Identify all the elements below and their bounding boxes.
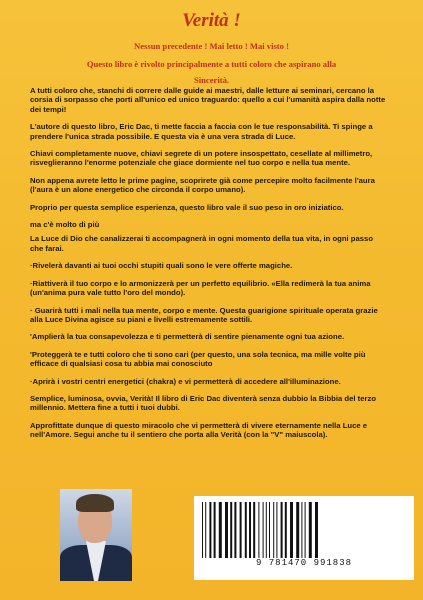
paragraph: La Luce di Dio che canalizzerai ti accompagnerà in ogni momento della tua vita, in ogni passo che farai. [30, 234, 374, 253]
barcode-bars [202, 502, 406, 558]
paragraph: Proprio per questa semplice esperienza, questo libro vale il suo peso in oro iniziatico. [30, 202, 344, 212]
intro-line-end: Sincerità. [193, 75, 230, 85]
barcode-digits: 9 781470 991838 [255, 558, 352, 568]
bullet-item: 'Proteggerà te e tutti coloro che ti sono cari (per questo, una sola tecnica, ma mille volte più efficace di qualsiasi cosa tu abbia mai conosciuto [30, 349, 366, 369]
page-title: Verità ! [182, 10, 241, 31]
bullet-item: ·Riattiverà il tuo corpo e lo armonizzerà per un perfetto equilibrio. «Ella redimerà la tua anima (un'anima pura vale tutto l'oro del mondo). [30, 278, 371, 298]
paragraph: Non appena avrete letto le prime pagine, scoprirete già come percepire molto facilmente l'aura (l'aura è un alone energetico che circonda il corpo umano). [30, 175, 375, 195]
tagline: Nessun precedente ! Mai letto ! Mai visto ! [134, 41, 289, 51]
paragraph: ma c'è molto di più [30, 220, 100, 230]
intro-line: Questo libro è rivolto principalmente a tutti coloro che aspirano alla [86, 59, 337, 69]
bullet-item: · Guarirà tutti i mali nella tua mente, corpo e mente. Questa guarigione spirituale operata grazie alla Luce Divina agisce su piani e livelli estremamente sottili. [30, 305, 378, 324]
bullet-item: ·Rivelerà davanti ai tuoi occhi stupiti quali sono le vere offerte magiche. [30, 261, 293, 271]
author-photo [60, 489, 132, 581]
paragraph: A tutti coloro che, stanchi di correre dalle guide ai maestri, dalle letture ai seminari, cercano la corsia di sorpasso che porti all'unico ed unico traguardo: quello a cui l'umanità aspira dalla notte dei tempi! [30, 86, 386, 114]
paragraph: L'autore di questo libro, Eric Dac, ti mette faccia a faccia con le tue responsabilità. Ti spinge a prendere l'unica strada possibile. E questa via è una vera strada di Luce. [30, 122, 373, 141]
isbn-barcode [194, 496, 414, 580]
paragraph: Approfittate dunque di questo miracolo che vi permetterà di vivere eternamente nella Luce e nell'Amore. Segui anche tu il sentiero che porta alla Verità (con la "V" maiuscola). [30, 420, 368, 440]
bullet-item: 'Amplierà la tua consapevolezza e ti permetterà di sentire pienamente ogni tua azione. [30, 332, 345, 342]
body-text [30, 86, 388, 448]
bullet-item: ·Aprirà i vostri centri energetici (chakra) e vi permetterà di accedere all'illuminazione. [30, 376, 341, 386]
paragraph: Semplice, luminosa, ovvia, Verità! Il libro di Eric Dac diventerà senza dubbio la Bibbia del terzo millennio. Mettera fine a tutti i tuoi dubbi. [30, 393, 377, 413]
paragraph: Chiavi completamente nuove, chiavi segrete di un potere insospettato, cesellate al millimetro, risveglieranno l'enorme potenziale che giace dormiente nel tuo corpo e nella tua mente. [30, 149, 373, 168]
